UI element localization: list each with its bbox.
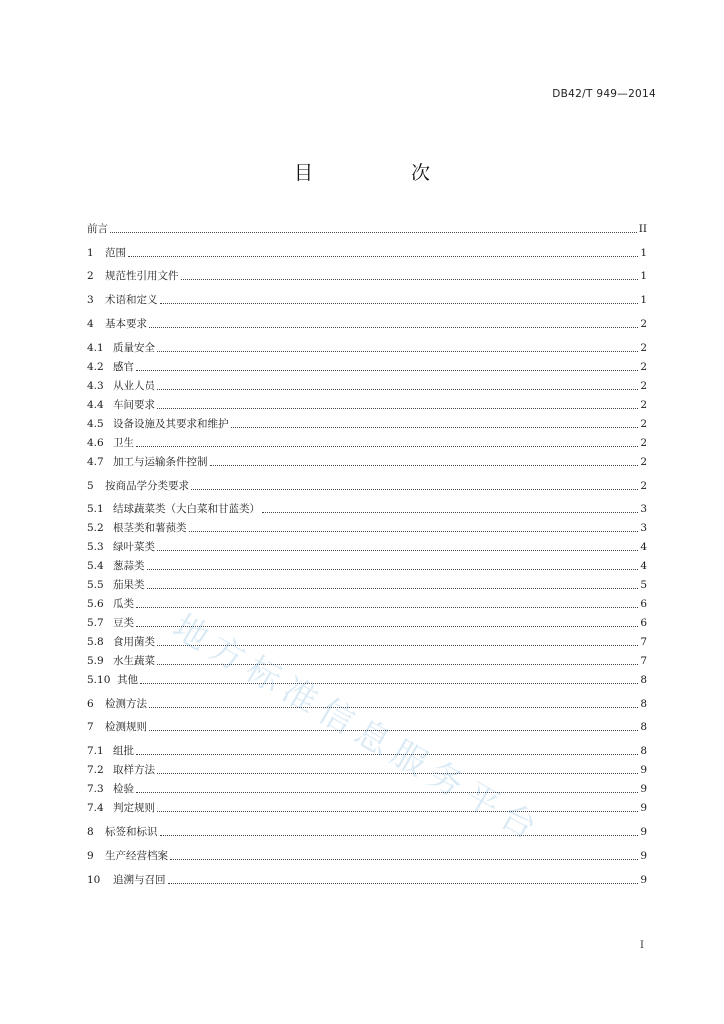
toc-entry-label: 标签和标识 xyxy=(105,826,158,838)
toc-leader-dots xyxy=(157,407,638,409)
toc-entry-label: 感官 xyxy=(113,361,134,373)
toc-entry-page: 9 xyxy=(640,874,647,886)
toc-leader-dots xyxy=(147,568,639,570)
toc-leader-dots xyxy=(157,388,638,390)
toc-entry-page: 7 xyxy=(640,655,647,667)
toc-entry-label: 从业人员 xyxy=(113,380,155,392)
toc-leader-dots xyxy=(136,369,638,371)
toc-entry-number: 4.5 xyxy=(87,418,104,430)
toc-entry-number: 4.2 xyxy=(87,361,104,373)
toc-entry[interactable] xyxy=(87,314,647,330)
toc-entry-page: 1 xyxy=(640,294,647,306)
toc-leader-dots xyxy=(110,231,637,233)
toc-entry-page: 2 xyxy=(640,418,647,430)
toc-entry[interactable] xyxy=(87,717,647,733)
toc-entry[interactable] xyxy=(87,376,647,392)
toc-entry-label: 检验 xyxy=(113,783,134,795)
toc-entry-label: 卫生 xyxy=(113,437,134,449)
toc-entry-number: 3 xyxy=(87,294,94,306)
toc-entry-page: 3 xyxy=(640,522,647,534)
toc-entry-page: 9 xyxy=(640,764,647,776)
toc-entry-label: 豆类 xyxy=(113,617,134,629)
toc-leader-dots xyxy=(168,882,639,884)
toc-leader-dots xyxy=(181,278,639,280)
standard-code: DB42/T 949—2014 xyxy=(552,88,656,100)
toc-entry-number: 5.9 xyxy=(87,655,104,667)
toc-entry-number: 7.2 xyxy=(87,764,104,776)
toc-entry-number: 7.4 xyxy=(87,802,104,814)
toc-leader-dots xyxy=(157,549,638,551)
toc-leader-dots xyxy=(157,663,638,665)
toc-entry-label: 取样方法 xyxy=(113,764,155,776)
toc-entry-label: 术语和定义 xyxy=(105,294,158,306)
toc-leader-dots xyxy=(136,625,638,627)
toc-entry-page: 9 xyxy=(640,783,647,795)
toc-entry-number: 5 xyxy=(87,480,94,492)
toc-entry[interactable] xyxy=(87,594,647,610)
toc-leader-dots xyxy=(189,530,639,532)
toc-entry-number: 7.1 xyxy=(87,745,104,757)
toc-entry[interactable] xyxy=(87,846,647,862)
toc-entry-label: 根茎类和薯蓣类 xyxy=(113,522,187,534)
toc-entry-number: 4.4 xyxy=(87,399,104,411)
toc-leader-dots xyxy=(160,302,639,304)
toc-entry-page: 2 xyxy=(640,437,647,449)
toc-entry[interactable] xyxy=(87,798,647,814)
toc-entry-number: 9 xyxy=(87,850,94,862)
toc-leader-dots xyxy=(157,772,638,774)
toc-entry-label: 质量安全 xyxy=(113,342,155,354)
toc-leader-dots xyxy=(231,426,639,428)
toc-entry-number: 5.1 xyxy=(87,503,104,515)
toc-entry-label: 食用菌类 xyxy=(113,636,155,648)
toc-title: 目 次 xyxy=(293,162,477,184)
toc-entry[interactable] xyxy=(87,395,647,411)
toc-entry-page: II xyxy=(638,223,647,235)
toc-leader-dots xyxy=(136,753,638,755)
toc-leader-dots xyxy=(157,350,638,352)
toc-entry[interactable] xyxy=(87,243,647,259)
toc-entry[interactable] xyxy=(87,476,647,492)
toc-entry-number: 5.6 xyxy=(87,598,104,610)
toc-leader-dots xyxy=(136,606,638,608)
toc-entry[interactable] xyxy=(87,518,647,534)
toc-entry[interactable] xyxy=(87,670,647,686)
toc-entry[interactable] xyxy=(87,499,647,515)
toc-entry-page: 8 xyxy=(640,745,647,757)
toc-entry[interactable] xyxy=(87,575,647,591)
toc-entry-number: 4 xyxy=(87,318,94,330)
toc-leader-dots xyxy=(136,445,638,447)
toc-entry[interactable] xyxy=(87,556,647,572)
toc-leader-dots xyxy=(160,834,639,836)
toc-entry-page: 2 xyxy=(640,342,647,354)
toc-entry[interactable] xyxy=(87,290,647,306)
toc-entry[interactable] xyxy=(87,760,647,776)
toc-entry-number: 4.6 xyxy=(87,437,104,449)
toc-entry[interactable] xyxy=(87,694,647,710)
toc-entry-label: 范围 xyxy=(105,247,126,259)
toc-leader-dots xyxy=(128,255,638,257)
toc-entry-page: 7 xyxy=(640,636,647,648)
toc-entry-page: 4 xyxy=(640,541,647,553)
toc-entry-page: 9 xyxy=(640,826,647,838)
toc-entry-label: 水生蔬菜 xyxy=(113,655,155,667)
toc-entry-number: 5.4 xyxy=(87,560,104,572)
toc-leader-dots xyxy=(149,729,638,731)
watermark-text: 地方标准信息服务平台 xyxy=(166,606,550,852)
toc-entry-page: 8 xyxy=(640,698,647,710)
toc-leader-dots xyxy=(149,706,638,708)
toc-entry[interactable] xyxy=(87,357,647,373)
toc-entry-number: 8 xyxy=(87,826,94,838)
toc-entry-label: 判定规则 xyxy=(113,802,155,814)
toc-leader-dots xyxy=(157,644,638,646)
toc-entry-label: 追溯与召回 xyxy=(113,874,166,886)
toc-leader-dots xyxy=(147,587,639,589)
toc-entry-page: 1 xyxy=(640,270,647,282)
toc-entry[interactable] xyxy=(87,338,647,354)
toc-entry-page: 4 xyxy=(640,560,647,572)
toc-entry-label: 瓜类 xyxy=(113,598,134,610)
toc-entry-page: 8 xyxy=(640,721,647,733)
toc-leader-dots xyxy=(191,488,638,490)
toc-entry-number: 6 xyxy=(87,698,94,710)
toc-entry[interactable] xyxy=(87,613,647,629)
toc-entry-label: 葱蒜类 xyxy=(113,560,145,572)
toc-entry-label: 设备设施及其要求和维护 xyxy=(113,418,229,430)
toc-leader-dots xyxy=(210,464,639,466)
toc-entry[interactable] xyxy=(87,452,647,468)
toc-entry-label: 生产经营档案 xyxy=(105,850,168,862)
toc-entry-page: 9 xyxy=(640,850,647,862)
toc-entry-label: 组批 xyxy=(113,745,134,757)
page-number: I xyxy=(640,940,644,951)
toc-entry-page: 5 xyxy=(640,579,647,591)
toc-leader-dots xyxy=(170,858,638,860)
toc-entry-page: 2 xyxy=(640,318,647,330)
toc-entry-page: 6 xyxy=(640,617,647,629)
toc-entry-label: 前言 xyxy=(87,223,108,235)
toc-entry[interactable] xyxy=(87,414,647,430)
toc-entry-number: 5.7 xyxy=(87,617,104,629)
toc-entry-page: 6 xyxy=(640,598,647,610)
toc-entry-number: 2 xyxy=(87,270,94,282)
toc-entry-number: 5.2 xyxy=(87,522,104,534)
toc-entry-page: 2 xyxy=(640,361,647,373)
toc-entry-number: 5.5 xyxy=(87,579,104,591)
toc-leader-dots xyxy=(149,326,638,328)
toc-entry[interactable] xyxy=(87,219,647,235)
toc-entry-label: 结球蔬菜类（大白菜和甘蓝类） xyxy=(113,503,260,515)
toc-entry-page: 3 xyxy=(640,503,647,515)
toc-entry[interactable] xyxy=(87,741,647,757)
toc-entry[interactable] xyxy=(87,870,647,886)
toc-entry-number: 4.1 xyxy=(87,342,104,354)
toc-entry-label: 绿叶菜类 xyxy=(113,541,155,553)
toc-entry[interactable] xyxy=(87,822,647,838)
toc-entry-label: 检测方法 xyxy=(105,698,147,710)
toc-entry-number: 7.3 xyxy=(87,783,104,795)
toc-entry-page: 1 xyxy=(640,247,647,259)
toc-entry-label: 其他 xyxy=(117,674,138,686)
toc-leader-dots xyxy=(140,682,638,684)
toc-entry-page: 2 xyxy=(640,380,647,392)
toc-entry-label: 规范性引用文件 xyxy=(105,270,179,282)
toc-leader-dots xyxy=(136,791,638,793)
toc-entry-number: 1 xyxy=(87,247,94,259)
toc-entry-page: 2 xyxy=(640,399,647,411)
toc-entry-label: 加工与运输条件控制 xyxy=(113,456,208,468)
toc-entry-number: 5.10 xyxy=(87,674,111,686)
toc-entry[interactable] xyxy=(87,779,647,795)
toc-entry-number: 7 xyxy=(87,721,94,733)
toc-entry[interactable] xyxy=(87,433,647,449)
toc-entry-number: 5.3 xyxy=(87,541,104,553)
toc-entry-label: 车间要求 xyxy=(113,399,155,411)
toc-entry[interactable] xyxy=(87,651,647,667)
toc-entry-number: 4.3 xyxy=(87,380,104,392)
toc-entry-page: 8 xyxy=(640,674,647,686)
toc-leader-dots xyxy=(262,511,638,513)
toc-entry[interactable] xyxy=(87,632,647,648)
toc-entry-page: 9 xyxy=(640,802,647,814)
toc-entry-number: 5.8 xyxy=(87,636,104,648)
toc-entry[interactable] xyxy=(87,537,647,553)
toc-entry-label: 检测规则 xyxy=(105,721,147,733)
toc-leader-dots xyxy=(157,810,638,812)
toc-entry-number: 4.7 xyxy=(87,456,104,468)
toc-entry[interactable] xyxy=(87,266,647,282)
toc-entry-number: 10 xyxy=(87,874,101,886)
toc-entry-label: 按商品学分类要求 xyxy=(105,480,189,492)
toc-entry-label: 茄果类 xyxy=(113,579,145,591)
toc-entry-page: 2 xyxy=(640,456,647,468)
toc-entry-label: 基本要求 xyxy=(105,318,147,330)
toc-entry-page: 2 xyxy=(640,480,647,492)
